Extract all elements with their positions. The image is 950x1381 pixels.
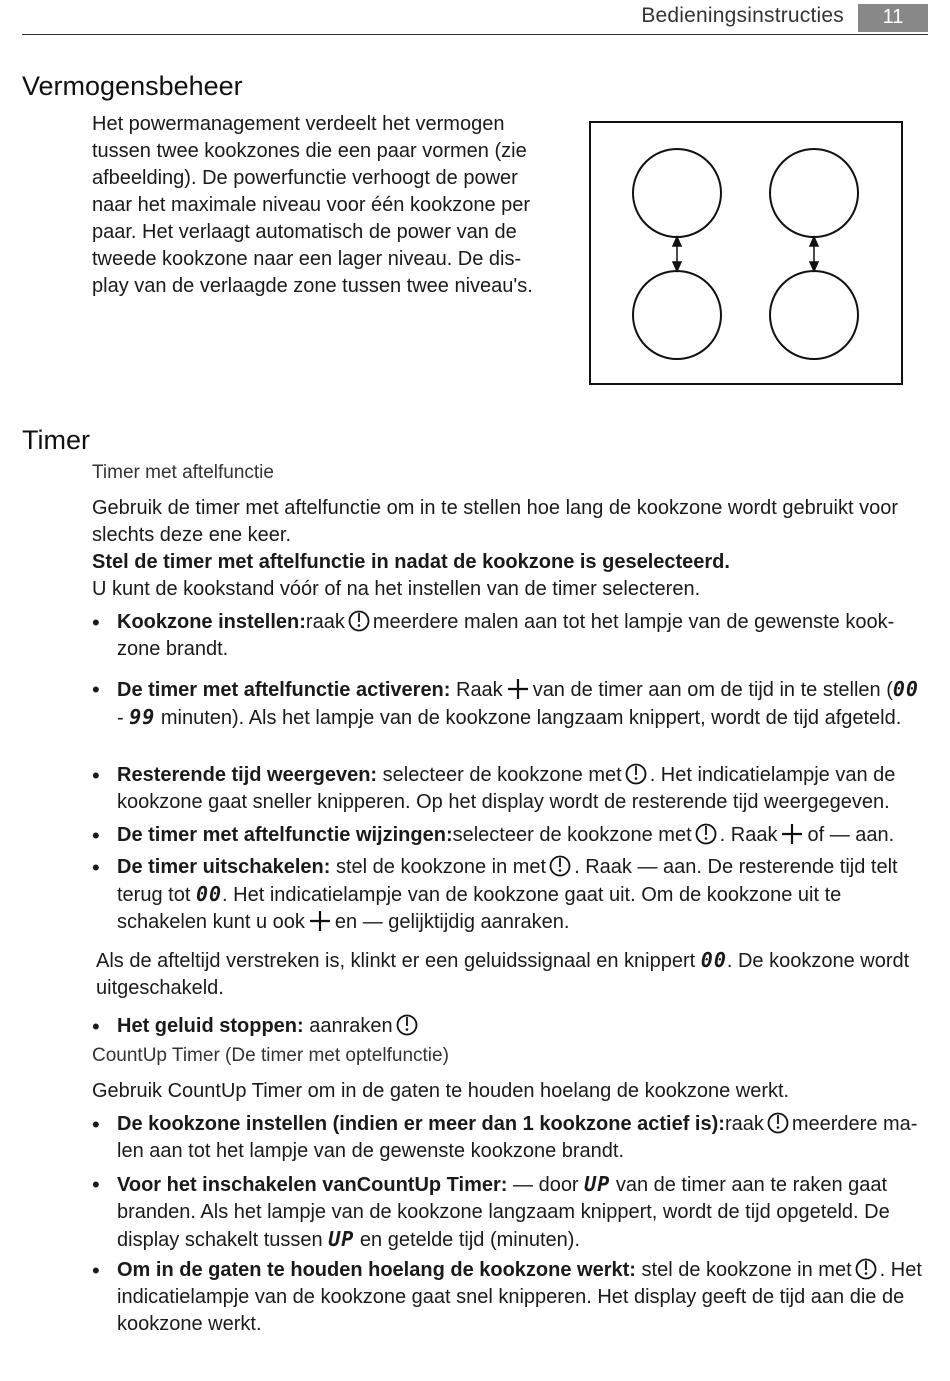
list-item — [92, 1013, 922, 1040]
bullet-icon: • — [92, 1172, 100, 1197]
item-text: . Raak — aan. De resterende tijd telt terug tot — [117, 856, 898, 906]
list-item — [92, 822, 922, 849]
bullet-icon: • — [92, 1014, 100, 1039]
item-title: Kookzone instellen: — [117, 611, 306, 633]
timer-icon — [767, 1112, 789, 1134]
item-text: raak — [724, 1113, 764, 1135]
display-digits: 00 — [195, 882, 223, 906]
countdown-intro — [92, 495, 922, 603]
item-text: . Het indicatielampje van de kookzone gaat uit. Om de kookzone uit te schakelen kunt u ook — [117, 884, 842, 933]
intro-text-2: U kunt de kookstand vóór of na het instellen van de timer selecteren. — [92, 578, 701, 600]
item-text: — door — [507, 1174, 579, 1196]
item-text: selecteer de kookzone met — [452, 824, 692, 846]
item-text: stel de kookzone in met — [330, 856, 547, 878]
item-text: of — aan. — [807, 824, 895, 846]
header-divider — [22, 34, 928, 35]
power-line: tweede kookzone naar een lager niveau. De dis- — [92, 248, 522, 270]
item-text: aanraken — [303, 1015, 393, 1037]
item-title: Het geluid stoppen: — [117, 1015, 304, 1037]
item-text: van de timer aan te raken gaat branden. Als het lampje van de kookzone langzaam knippert, wordt de tijd opgeteld. De display schakelt tussen — [117, 1174, 890, 1251]
intro-bold-text: Stel de timer met aftelfunctie in nadat de kookzone is geselecteerd. — [92, 551, 730, 573]
item-text: minuten). Als het lampje van de kookzone langzaam knippert, wordt de tijd afgeteld. — [155, 707, 902, 729]
bullet-icon: • — [92, 855, 100, 880]
power-line: tussen twee kookzones die een paar vormen (zie — [92, 140, 527, 162]
item-text: meerdere ma-len aan tot het lampje van de gewenste kookzone brandt. — [117, 1113, 918, 1162]
list-item — [92, 854, 922, 936]
power-line: Het powermanagement verdeelt het vermogen — [92, 113, 505, 135]
timer-icon — [695, 823, 717, 845]
power-line: paar. Het verlaagt automatisch de power van de — [92, 221, 517, 243]
bullet-icon: • — [92, 610, 100, 635]
intro-text: Gebruik de timer met aftelfunctie om in te stellen hoe lang de kookzone wordt gebruikt voor slechts deze ene keer. — [92, 497, 898, 546]
item-title: Resterende tijd weergeven: — [117, 764, 378, 786]
item-title: De timer met aftelfunctie wijzingen: — [117, 824, 453, 846]
plus-icon — [308, 910, 332, 932]
item-text: . Raak — [719, 824, 778, 846]
item-text: en — gelijktijdig aanraken. — [334, 911, 570, 933]
alarm-text: Als de afteltijd verstreken is, klinkt er een geluidssignaal en knippert — [96, 950, 696, 972]
item-text: raak — [305, 611, 345, 633]
timer-icon — [625, 763, 647, 785]
bullet-icon: • — [92, 763, 100, 788]
item-text: . Het indicatielampje van de kookzone gaat sneller knipperen. Op het display wordt de resterende tijd weergegeven. — [117, 764, 896, 813]
power-line: naar het maximale niveau voor één kookzone per — [92, 194, 531, 216]
section-heading-power: Vermogensbeheer — [22, 71, 243, 101]
alarm-text: . De kookzone wordt uitgeschakeld. — [96, 950, 910, 999]
list-item — [92, 762, 922, 816]
item-text: van de timer aan om de tijd in te stellen ( — [532, 679, 893, 701]
subheading-countdown: Timer met aftelfunctie — [92, 462, 274, 483]
subheading-countup: CountUp Timer (De timer met optelfunctie) — [92, 1045, 449, 1066]
display-digits: 00 — [892, 677, 919, 701]
item-title: Voor het inschakelen vanCountUp Timer: — [117, 1174, 508, 1196]
cooktop-outline — [590, 122, 902, 384]
countup-intro: Gebruik CountUp Timer om in de gaten te houden hoelang de kookzone werkt. — [92, 1080, 790, 1102]
power-line: afbeelding). De powerfunctie verhoogt de power — [92, 167, 518, 189]
list-item — [92, 1171, 922, 1254]
timer-icon — [855, 1258, 877, 1280]
power-line: play van de verlaagde zone tussen twee niveau's. — [92, 275, 533, 297]
cooktop-diagram — [589, 121, 903, 385]
list-item — [92, 1257, 922, 1338]
timer-icon — [396, 1014, 418, 1036]
plus-icon — [506, 678, 530, 700]
bullet-icon: • — [92, 677, 100, 702]
timer-icon — [549, 855, 571, 877]
display-up: UP — [328, 1227, 355, 1251]
plus-icon — [780, 823, 804, 845]
item-text: Raak — [450, 679, 503, 701]
item-title: De kookzone instellen (indien er meer dan 1 kookzone actief is): — [117, 1113, 725, 1135]
display-up: UP — [584, 1172, 611, 1196]
list-item — [92, 609, 922, 663]
bullet-icon: • — [92, 823, 100, 848]
display-digits: 00 — [700, 948, 727, 972]
list-item — [92, 676, 922, 732]
alarm-paragraph — [96, 947, 926, 1002]
bullet-icon: • — [92, 1258, 100, 1283]
header-title: Bedieningsinstructies — [641, 4, 844, 27]
item-title: De timer met aftelfunctie activeren: — [117, 679, 451, 701]
bullet-icon: • — [92, 1112, 100, 1137]
timer-icon — [348, 610, 370, 632]
item-text: - — [117, 707, 130, 729]
item-text: stel de kookzone in met — [635, 1259, 852, 1281]
display-digits: 99 — [129, 705, 156, 729]
page-number: 11 — [858, 4, 928, 32]
item-text: . Het indicatielampje van de kookzone gaat snel knipperen. Het display geeft de tijd aan die de kookzone werkt. — [117, 1259, 922, 1335]
item-title: Om in de gaten te houden hoelang de kookzone werkt: — [117, 1259, 636, 1281]
section-heading-timer: Timer — [22, 425, 90, 455]
power-paragraph — [92, 111, 552, 300]
item-title: De timer uitschakelen: — [117, 856, 331, 878]
list-item — [92, 1111, 922, 1165]
item-text: meerdere malen aan tot het lampje van de gewenste kook-zone brandt. — [117, 611, 895, 660]
item-text: en getelde tijd (minuten). — [359, 1229, 581, 1251]
item-text: selecteer de kookzone met — [377, 764, 622, 786]
